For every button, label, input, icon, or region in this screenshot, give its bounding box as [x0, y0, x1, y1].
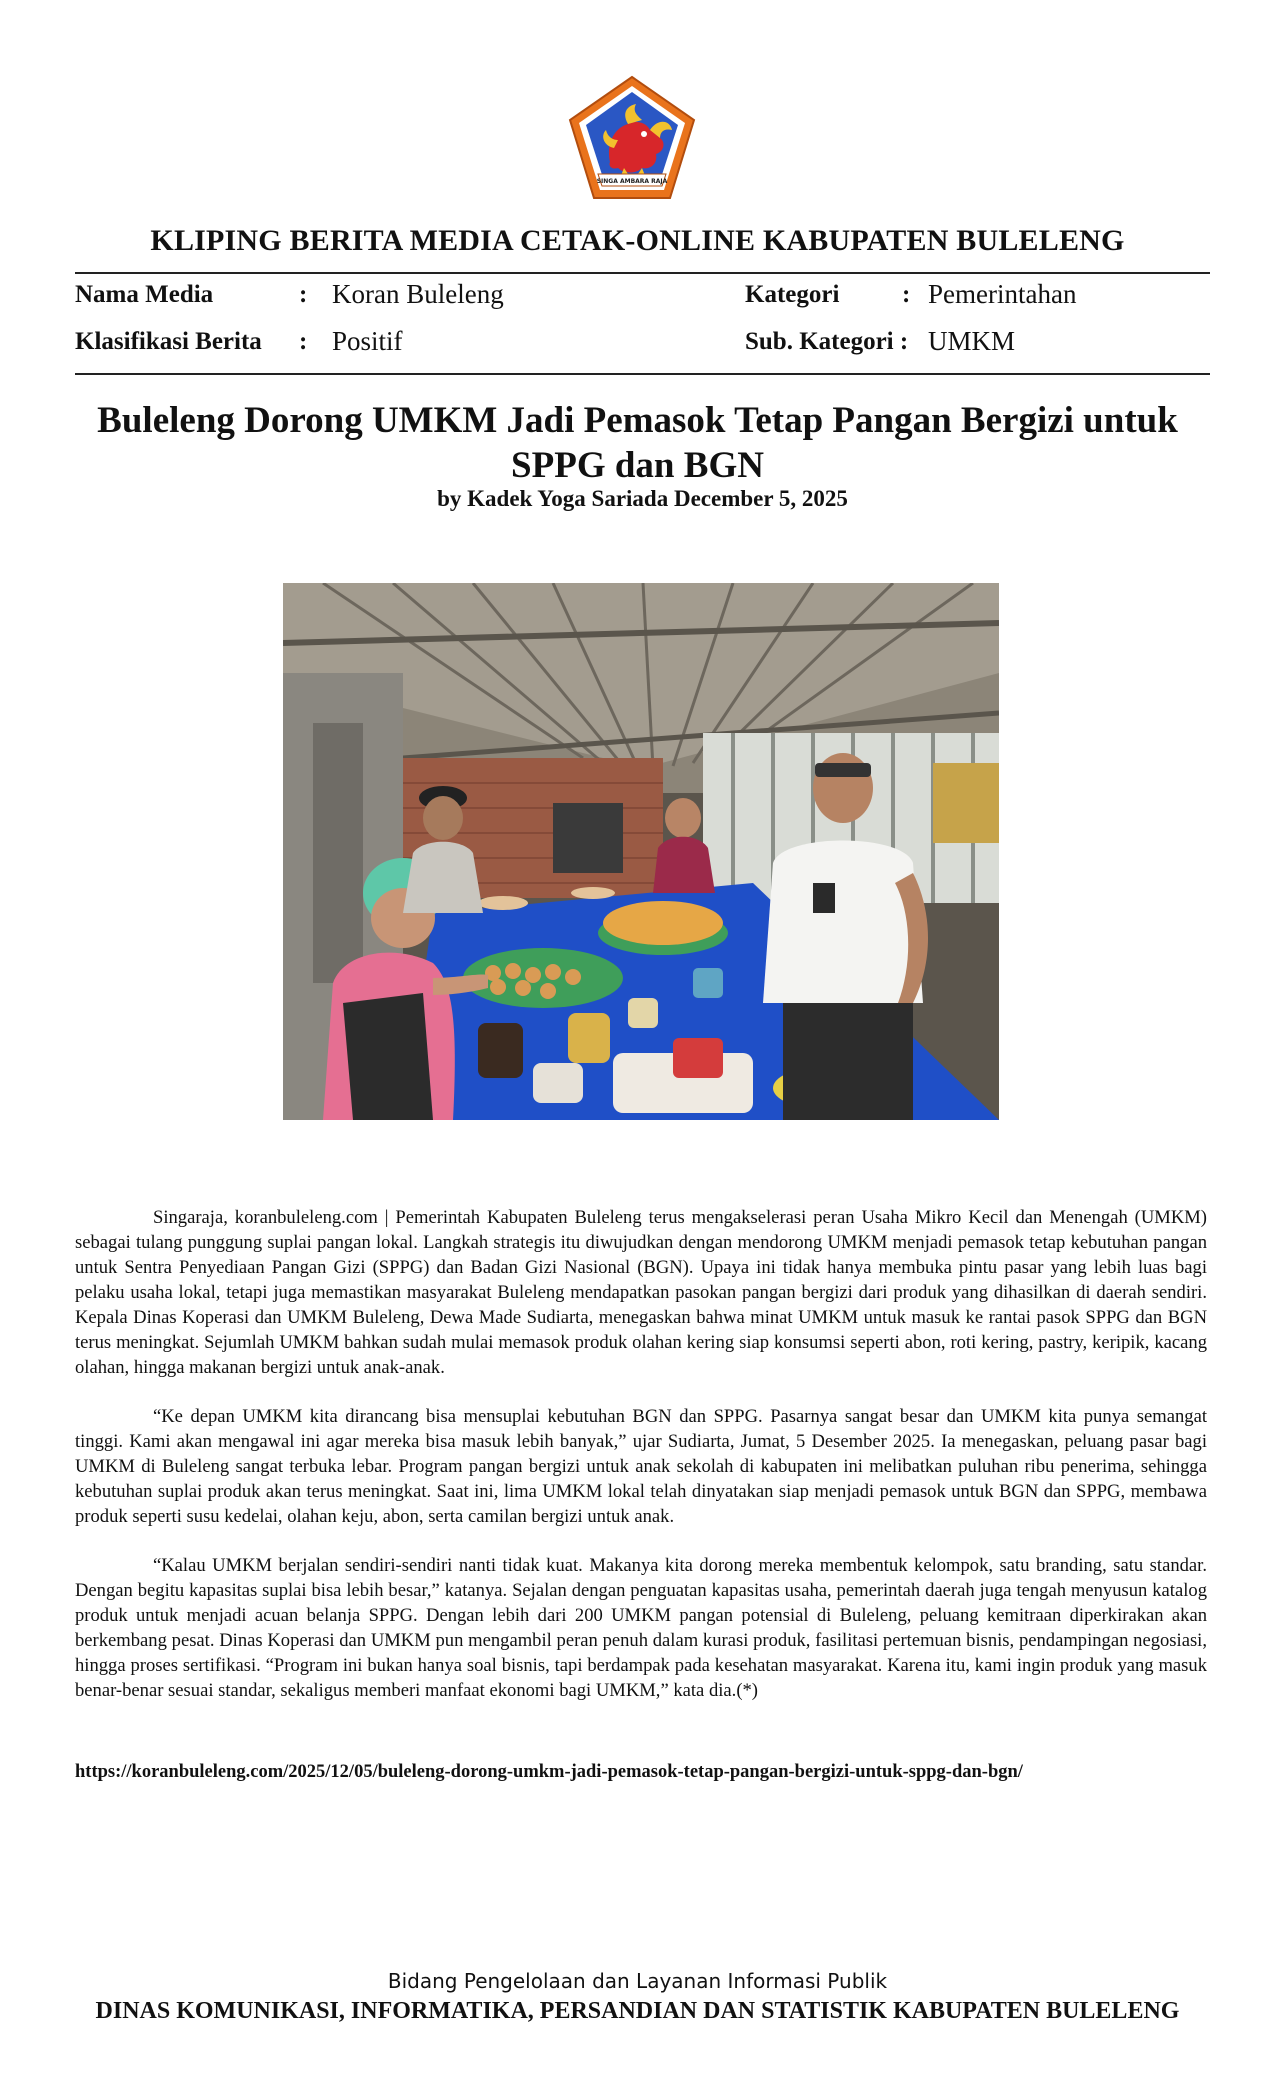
subcategory-label: Sub. Kategori :	[745, 328, 909, 355]
header-top-rule	[75, 272, 1210, 274]
article-byline: by Kadek Yoga Sariada December 5, 2025	[437, 486, 848, 511]
article-paragraph-3: “Kalau UMKM berjalan sendiri-sendiri nanti tidak kuat. Makanya kita dorong mereka membentuk kelompok, satu branding, satu standar. Dengan begitu kapasitas suplai bisa lebih besar,” katanya. Sejalan dengan penguatan kapasitas usaha, pemerintah daerah juga tengah menyusun katalog produk untuk menjadi acuan belanja SPPG. Dengan lebih dari 200 UMKM pangan potensial di Buleleng, peluang kemitraan diperkirakan akan berkembang pesat. Dinas Koperasi dan UMKM pun mengambil peran penuh dalam kurasi produk, fasilitasi pertemuan bisnis, pendampingan negosiasi, hingga proses sertifikasi. “Program ini bukan hanya soal bisnis, tapi berdampak pada kesehatan masyarakat. Karena itu, kami ingin produk yang masuk benar-benar sesuai standar, sekaligus memberi manfaat ekonomi bagi UMKM,” kata dia.(*)	[75, 1555, 1207, 1701]
source-url-link[interactable]: https://koranbuleleng.com/2025/12/05/buleleng-dorong-umkm-jadi-pemasok-tetap-pangan-bergizi-untuk-sppg-dan-bgn/	[75, 1762, 1023, 1782]
media-name-value: Koran Buleleng	[332, 279, 504, 309]
meta-row-classification	[75, 324, 1210, 364]
classification-value: Positif	[332, 326, 403, 356]
article-paragraph-2: “Ke depan UMKM kita dirancang bisa mensuplai kebutuhan BGN dan SPPG. Pasarnya sangat besar dan UMKM kita punya semangat tinggi. Kami akan mengawal ini agar mereka bisa masuk lebih banyak,” ujar Sudiarta, Jumat, 5 Desember 2025. Ia menegaskan, peluang pasar bagi UMKM di Buleleng sangat terbuka lebar. Program pangan bergizi untuk anak sekolah di kabupaten ini melibatkan puluhan ribu penerima, sehingga kebutuhan suplai produk akan terus meningkat. Saat ini, lima UMKM lokal telah dinyatakan siap menjadi pemasok untuk BGN dan SPPG, membawa produk seperti susu kedelai, olahan keju, abon, serta camilan bergizi untuk anak.	[75, 1406, 1207, 1527]
buleleng-regency-logo	[566, 74, 698, 202]
document-title: KLIPING BERITA MEDIA CETAK-ONLINE KABUPATEN BULELENG	[150, 224, 1125, 257]
media-name-colon: :	[299, 281, 308, 308]
footer-division: Bidang Pengelolaan dan Layanan Informasi Publik	[387, 1969, 888, 1993]
meta-row-media	[75, 277, 1210, 317]
article-photo	[283, 583, 999, 1120]
category-value: Pemerintahan	[928, 279, 1077, 309]
footer-agency: DINAS KOMUNIKASI, INFORMATIKA, PERSANDIAN DAN STATISTIK KABUPATEN BULELENG	[95, 1998, 1180, 2024]
lion-crest-icon	[566, 74, 698, 202]
article-paragraph-1: Singaraja, koranbuleleng.com | Pemerintah Kabupaten Buleleng terus mengakselerasi peran Usaha Mikro Kecil dan Menengah (UMKM) sebagai tulang punggung suplai pangan lokal. Langkah strategis itu diwujudkan dengan mendorong UMKM menjadi pemasok tetap kebutuhan pangan untuk Sentra Penyediaan Pangan Gizi (SPPG) dan Badan Gizi Nasional (BGN). Upaya ini tidak hanya membuka pintu pasar yang lebih luas bagi pelaku usaha lokal, tetapi juga memastikan masyarakat Buleleng mendapatkan pasokan pangan bergizi dari produk yang dihasilkan di daerah sendiri. Kepala Dinas Koperasi dan UMKM Buleleng, Dewa Made Sudiarta, menegaskan bahwa minat UMKM untuk masuk ke rantai pasok SPPG dan BGN terus meningkat. Sejumlah UMKM bahkan sudah mulai memasok produk olahan kering siap konsumsi seperti abon, roti kering, pastry, keripik, kacang olahan, hingga makanan bergizi untuk anak-anak.	[75, 1207, 1207, 1378]
subcategory-value: UMKM	[928, 326, 1016, 356]
classification-colon: :	[299, 328, 308, 355]
article-headline: Buleleng Dorong UMKM Jadi Pemasok Tetap Pangan Bergizi untuk SPPG dan BGN	[97, 400, 1178, 486]
category-label: Kategori	[745, 281, 840, 308]
svg-text:SINGA AMBARA RAJA: SINGA AMBARA RAJA	[596, 178, 668, 185]
header-bottom-rule	[75, 373, 1210, 375]
category-colon: :	[902, 281, 911, 308]
article-body	[75, 1205, 1207, 1727]
kitchen-photo-illustration	[283, 583, 999, 1120]
media-name-label: Nama Media	[75, 281, 214, 308]
classification-label: Klasifikasi Berita	[75, 328, 262, 355]
